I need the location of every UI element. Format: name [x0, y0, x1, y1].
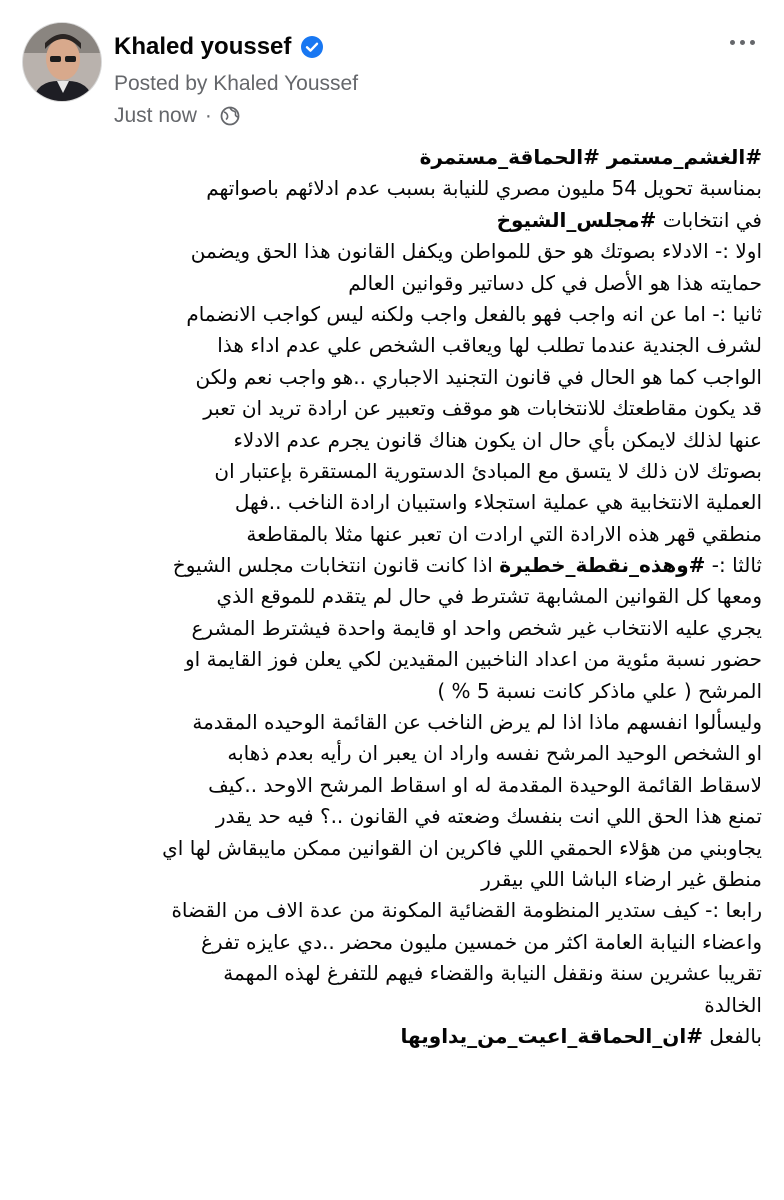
post-text-line: تقريبا عشرين سنة ونقفل النيابة والقضاء فيهم للتفرغ لهذه المهمة	[223, 961, 762, 986]
post-text-line: يجاوبني من هؤلاء الحمقي اللي فاكرين ان القوانين ممكن مايبقاش لها اي	[162, 835, 762, 860]
post-text-line: منطقي قهر هذه الارادة التي ارادت ان تعبر عنها مثلا بالمقاطعة	[246, 521, 762, 546]
post-text-line: واعضاء النيابة العامة اكثر من خمسين مليون محضر ..دي عايزه تفرغ	[200, 929, 762, 954]
post-text-line: ومعها كل القوانين المشابهة تشترط في حال لم يتقدم للموقع الذي	[216, 584, 762, 609]
post-text-line: المرشح ( علي ماذكر كانت نسبة 5 % )	[437, 678, 762, 703]
post-text-line: الواجب كما هو الحال في قانون التجنيد الاجباري ..هو واجب نعم ولكن	[195, 364, 762, 389]
line-text: اذا كانت قانون انتخابات مجلس الشيوخ	[172, 553, 500, 578]
post-text-line: عنها لذلك لايمكن بأي حال ان يكون هناك قانون يجرم عدم الادلاء	[233, 427, 762, 452]
post-text-line: الخالدة	[704, 992, 762, 1017]
meta-separator: ·	[204, 104, 212, 127]
post-text-line: حضور نسبة مئوية من اعداد الناخبين المقيدين لكي يعلن فوز القايمة او	[185, 647, 762, 672]
verified-badge-icon	[300, 35, 324, 59]
more-options-icon-dot	[740, 40, 745, 45]
hashtag-link[interactable]: #وهذه_نقطة_خطيرة	[499, 553, 706, 578]
post-text-line: منطق غير ارضاء الباشا اللي بيقرر	[481, 866, 762, 891]
more-options-button[interactable]	[722, 28, 762, 56]
post-text-line: لاسقاط القائمة الوحيدة المقدمة له او اسقاط المرشح الاوحد ..كيف	[208, 772, 762, 797]
post-text-line: قد يكون مقاطعتك للانتخابات هو موقف وتعبير عن ارادة تريد ان تعبر	[203, 396, 762, 421]
post-text-line: حمايته هذا هو الأصل في كل دساتير وقوانين العالم	[348, 270, 762, 295]
post-text-line: او الشخص الوحيد المرشح نفسه واراد ان يعبر ان رأيه بعدم ذهابه	[227, 741, 762, 766]
post-text-line: يجري عليه الانتخاب غير شخص واحد او قايمة واحدة فيشترط المشرع	[191, 615, 762, 640]
post-text-line: اولا :- الادلاء بصوتك هو حق للمواطن ويكفل القانون هذا الحق ويضمن	[190, 239, 762, 264]
post-text-line: العملية الانتخابية هي عملية استجلاء واستبيان ارادة الناخب ..فهل	[234, 490, 762, 515]
post-text-line	[22, 205, 762, 236]
post-meta	[114, 104, 240, 128]
hashtag-link[interactable]: #مجلس_الشيوخ	[496, 207, 657, 232]
post-time[interactable]: Just now	[114, 104, 197, 127]
post-text-line: تمنع هذا الحق اللي انت بنفسك وضعته في القانون ..؟ فيه حد يقدر	[215, 804, 762, 829]
line-text: بالفعل	[702, 1023, 762, 1048]
post-text	[0, 142, 784, 1052]
post-text-line: بصوتك لان ذلك لا يتسق مع المبادئ الدستورية المستقرة بإعتبار ان	[214, 458, 762, 483]
post-text-line	[22, 550, 762, 581]
author-line	[114, 30, 324, 64]
post-text-line: ثانيا :- اما عن انه واجب فهو بالفعل واجب ولكنه ليس كواجب الانضمام	[186, 301, 762, 326]
avatar-photo	[23, 23, 101, 101]
globe-icon[interactable]	[220, 106, 240, 126]
post-text-line: لشرف الجندية عندما تطلب لها ويعاقب الشخص علي عدم اداء هذا	[217, 333, 762, 358]
hashtag-link[interactable]: #ان_الحماقة_اعيت_من_يداويها	[400, 1023, 703, 1048]
more-options-icon	[730, 40, 735, 45]
more-options-icon-dot	[750, 40, 755, 45]
post-text-line: وليسألوا انفسهم ماذا اذا لم يرض الناخب عن القائمة الوحيده المقدمة	[192, 710, 762, 735]
author-name[interactable]: Khaled youssef	[114, 33, 292, 60]
posted-by-label: Posted by Khaled Youssef	[114, 72, 359, 95]
post-text-line: بمناسبة تحويل 54 مليون مصري للنيابة بسبب عدم ادلائهم باصواتهم	[206, 176, 762, 201]
line-text: ثالثا :-	[705, 553, 762, 578]
post-text-line: رابعا :- كيف ستدير المنظومة القضائية المكونة من عدة الاف من القضاة	[171, 898, 762, 923]
hashtag-line[interactable]: #الغشم_مستمر #الحماقة_مستمرة	[419, 145, 762, 169]
line-text: في انتخابات	[656, 207, 762, 232]
post-header	[0, 0, 784, 140]
post-text-line	[22, 1021, 762, 1052]
avatar[interactable]	[22, 22, 102, 102]
